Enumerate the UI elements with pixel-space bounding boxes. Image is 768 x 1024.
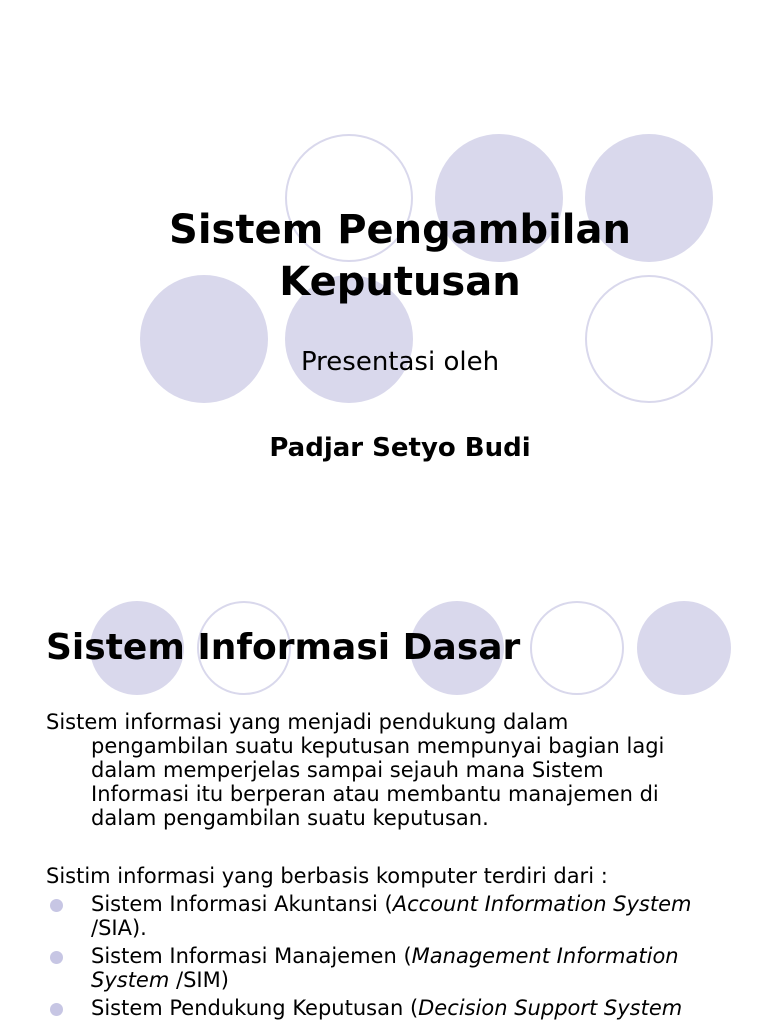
bullet-text: Sistem Pendukung Keputusan ( — [91, 996, 419, 1020]
list-intro: Sistim informasi yang berbasis komputer terdiri dari : — [46, 864, 608, 888]
slide-title — [100, 204, 700, 308]
bullet-icon — [50, 899, 63, 912]
list-item — [46, 944, 726, 992]
list-item — [46, 996, 726, 1020]
body-paragraph — [46, 710, 726, 830]
slide-title-line1: Sistem Pengambilan — [169, 207, 631, 253]
bullet-italic-text: Account Information System — [392, 892, 692, 916]
list-item — [46, 892, 726, 940]
bullet-suffix: /SIM) — [169, 968, 229, 992]
decorative-circle — [637, 601, 731, 695]
presenter-name: Padjar Setyo Budi — [269, 433, 531, 463]
paragraph-line: dalam memperjelas sampai sejauh mana Sistem — [91, 758, 604, 782]
bullet-italic-text: Decision Support System — [418, 996, 683, 1020]
slide-title: Sistem Informasi Dasar — [46, 627, 521, 668]
slide-subtitle: Presentasi oleh — [300, 347, 500, 377]
slide-title-line2: Keputusan — [279, 259, 521, 305]
bullet-icon — [50, 1003, 63, 1016]
paragraph-line: dalam pengambilan suatu keputusan. — [91, 806, 489, 830]
bullet-text: Sistem Informasi Manajemen ( — [91, 944, 412, 968]
bullet-list — [46, 892, 726, 1024]
bullet-italic-text: Management Information System — [91, 944, 679, 992]
bullet-icon — [50, 951, 63, 964]
paragraph-line: Informasi itu berperan atau membantu manajemen di — [91, 782, 659, 806]
bullet-suffix: /SIA). — [91, 916, 147, 940]
content-slide — [0, 560, 768, 1024]
paragraph-line: pengambilan suatu keputusan mempunyai bagian lagi — [91, 734, 665, 758]
bullet-text: Sistem Informasi Akuntansi ( — [91, 892, 393, 916]
decorative-circle — [530, 601, 624, 695]
paragraph-first-line: Sistem informasi yang menjadi pendukung dalam — [46, 710, 569, 734]
